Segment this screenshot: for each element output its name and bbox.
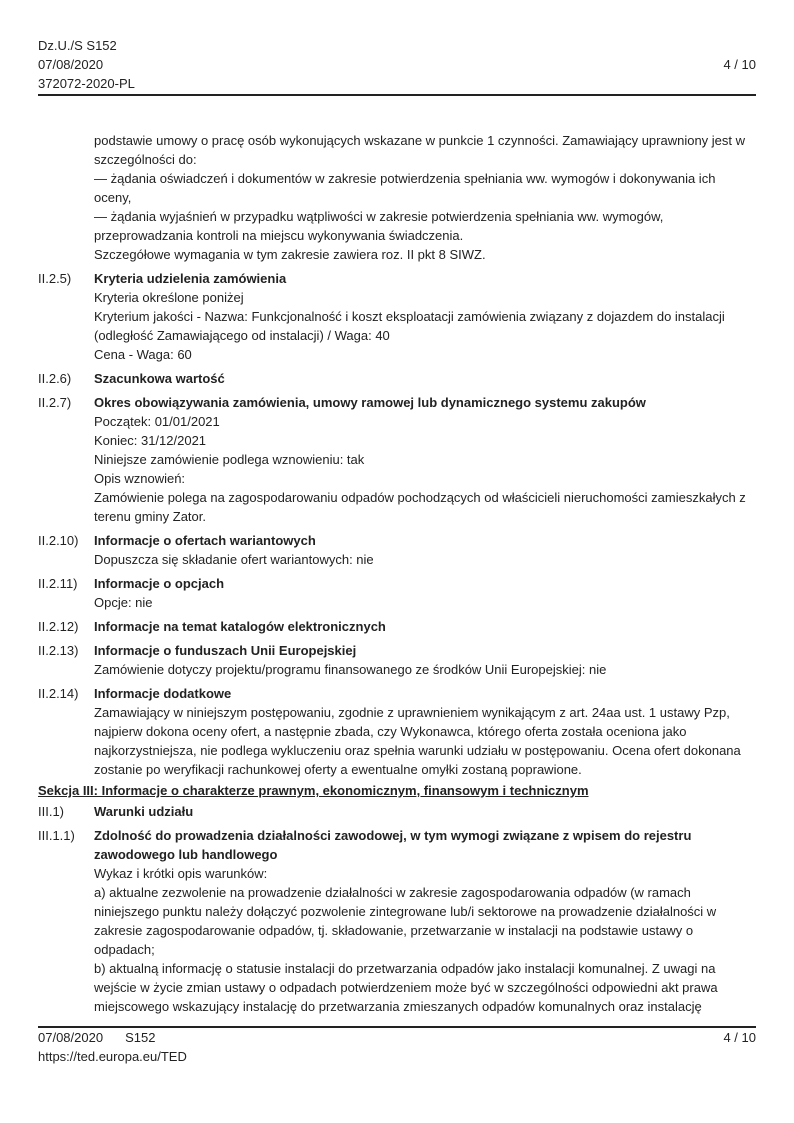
section-title: Kryteria udzielenia zamówienia xyxy=(94,271,287,286)
text-line: Wykaz i krótki opis warunków: xyxy=(94,866,268,881)
section-III-1 xyxy=(38,802,756,821)
section-title: Informacje o funduszach Unii Europejskiej xyxy=(94,643,357,658)
header-page-number: 4 / 10 xyxy=(723,57,756,72)
header-rule xyxy=(38,94,756,96)
text-line: Kryteria określone poniżej xyxy=(94,290,244,305)
section-II-2-5 xyxy=(38,269,756,364)
section-number: II.2.7) xyxy=(38,395,72,410)
section-number: II.2.13) xyxy=(38,643,79,658)
text-line: b) aktualną informację o statusie instalacji do przetwarzania odpadów jako instalacji komunalnej. Z uwagi na wejście w życie zmian ustawy o odpadach potwierdzeniem może być w szczególności odpowiedni akt prawa miejscowego wskazujący instalację do przetwarzania zmieszanych odpadów komunalnych oraz instalację xyxy=(94,961,718,1014)
section-III-1-1 xyxy=(38,826,756,1016)
footer-date: 07/08/2020 xyxy=(38,1030,104,1045)
page-header xyxy=(38,36,135,93)
section-number: II.2.6) xyxy=(38,371,72,386)
section-number: II.2.5) xyxy=(38,271,72,286)
section-number: III.1.1) xyxy=(38,828,75,843)
journal-ref: Dz.U./S S152 xyxy=(38,38,117,53)
text-line: Zamówienie polega na zagospodarowaniu odpadów pochodzących od właścicieli nieruchomości zamieszkałych z terenu gminy Zator. xyxy=(94,490,746,524)
text-line: Koniec: 31/12/2021 xyxy=(94,433,207,448)
text-line: Opcje: nie xyxy=(94,595,153,610)
section-II-2-11 xyxy=(38,574,756,612)
footer-url[interactable]: https://ted.europa.eu/TED xyxy=(38,1049,187,1064)
footer-page-number: 4 / 10 xyxy=(723,1030,756,1045)
section-II-2-7 xyxy=(38,393,756,526)
section-title: Informacje o ofertach wariantowych xyxy=(94,533,316,548)
text-line: Dopuszcza się składanie ofert wariantowych: nie xyxy=(94,552,374,567)
text-line: Początek: 01/01/2021 xyxy=(94,414,220,429)
section-II-2-13 xyxy=(38,641,756,679)
section-number: II.2.11) xyxy=(38,576,78,591)
section-II-2-12 xyxy=(38,617,756,636)
section-title: Warunki udziału xyxy=(94,804,194,819)
section-number: II.2.14) xyxy=(38,686,79,701)
section-III-heading: Sekcja III: Informacje o charakterze prawnym, ekonomicznym, finansowym i technicznym xyxy=(38,783,589,798)
text-line: — żądania oświadczeń i dokumentów w zakresie potwierdzenia spełniania ww. wymogów i dokonywania ich oceny, xyxy=(94,171,716,205)
footer-series: S152 xyxy=(125,1030,156,1045)
text-line: Szczegółowe wymagania w tym zakresie zawiera roz. II pkt 8 SIWZ. xyxy=(94,247,486,262)
section-number: II.2.10) xyxy=(38,533,79,548)
section-title: Szacunkowa wartość xyxy=(94,371,225,386)
header-date: 07/08/2020 xyxy=(38,57,104,72)
document-body xyxy=(38,131,756,1016)
intro-text xyxy=(38,131,756,264)
text-line: Niniejsze zamówienie podlega wznowieniu: tak xyxy=(94,452,365,467)
text-line: Zamawiający w niniejszym postępowaniu, zgodnie z uprawnieniem wynikającym z art. 24aa ust. 1 ustawy Pzp, najpierw dokona oceny ofert, a następnie zbada, czy Wykonawca, którego oferta została oceniona jako najkorzystniejsza, nie podlega wykluczeniu oraz spełnia warunki udziału w postępowaniu. Ocena ofert dokonana zostanie po weryfikacji rachunkowej oferty a ewentualne omyłki zostaną poprawione. xyxy=(94,705,741,777)
text-line: Zamówienie dotyczy projektu/programu finansowanego ze środków Unii Europejskiej: nie xyxy=(94,662,607,677)
text-line: Cena - Waga: 60 xyxy=(94,347,192,362)
text-line: — żądania wyjaśnień w przypadku wątpliwości w zakresie potwierdzenia spełniania ww. wymogów, przeprowadzania kontroli na miejscu wykonywania świadczenia. xyxy=(94,209,664,243)
section-number: II.2.12) xyxy=(38,619,79,634)
text-line: a) aktualne zezwolenie na prowadzenie działalności w zakresie zagospodarowania odpadów (w ramach niniejszego punktu należy dołączyć pozwolenie zintegrowane lub/i sektorowe na prowadzenie działalności w zakresie zagospodarowanie odpadów, tj. składowanie, przetwarzanie w instalacji na podstawie ustawy o odpadach; xyxy=(94,885,717,957)
notice-id: 372072-2020-PL xyxy=(38,76,135,91)
page-footer xyxy=(38,1028,187,1066)
section-title: Informacje na temat katalogów elektronicznych xyxy=(94,619,386,634)
section-title: Zdolność do prowadzenia działalności zawodowej, w tym wymogi związane z wpisem do rejestru zawodowego lub handlowego xyxy=(94,828,692,862)
section-II-2-14 xyxy=(38,684,756,779)
section-title: Informacje o opcjach xyxy=(94,576,225,591)
section-II-2-10 xyxy=(38,531,756,569)
section-II-2-6 xyxy=(38,369,756,388)
text-line: Kryterium jakości - Nazwa: Funkcjonalność i koszt eksploatacji zamówienia związany z dojazdem do instalacji (odległość Zamawiającego od instalacji) / Waga: 40 xyxy=(94,309,725,343)
text-line: podstawie umowy o pracę osób wykonujących wskazane w punkcie 1 czynności. Zamawiający uprawniony jest w szczególności do: xyxy=(94,133,746,167)
section-title: Informacje dodatkowe xyxy=(94,686,232,701)
section-number: III.1) xyxy=(38,804,65,819)
section-title: Okres obowiązywania zamówienia, umowy ramowej lub dynamicznego systemu zakupów xyxy=(94,395,646,410)
text-line: Opis wznowień: xyxy=(94,471,186,486)
